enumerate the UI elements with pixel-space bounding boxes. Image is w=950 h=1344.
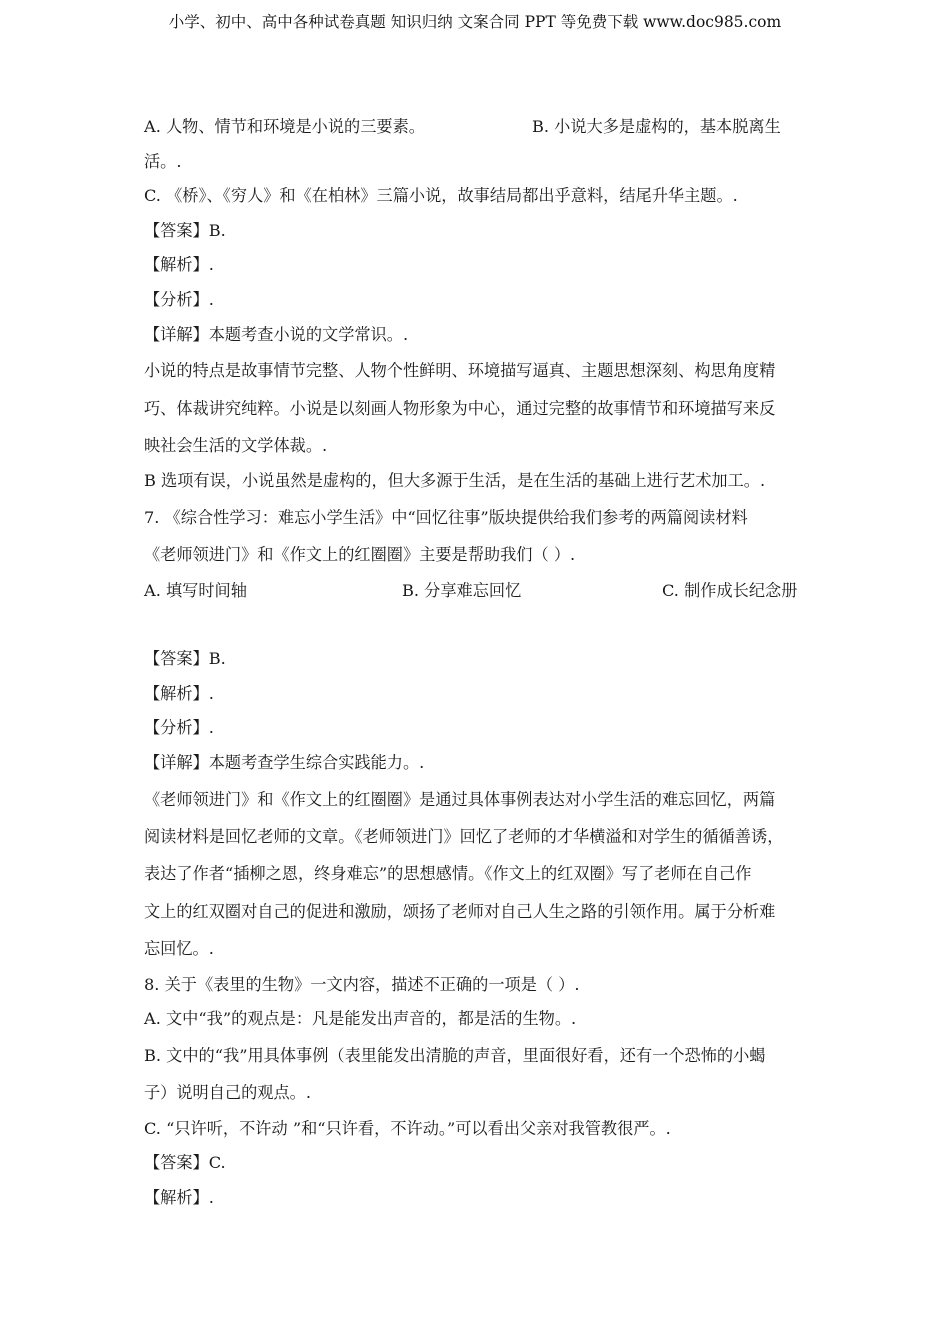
q7-option-b: B. 分享难忘回忆 bbox=[402, 580, 522, 600]
q7-para-line5: 忘回忆。. bbox=[144, 939, 214, 959]
q6-answer: 【答案】B. bbox=[144, 220, 226, 240]
q6-options-ab-row bbox=[144, 110, 816, 145]
q7-para-line1: 《老师领进门》和《作文上的红圈圈》是通过具体事例表达对小学生活的难忘回忆，两篇 bbox=[144, 789, 776, 809]
q8-option-a: A. 文中“我”的观点是：凡是能发出声音的，都是活的生物。. bbox=[144, 1009, 577, 1029]
q8-option-b-line2: 子）说明自己的观点。. bbox=[144, 1083, 312, 1103]
q7-stem-line1: 7. 《综合性学习：难忘小学生活》中“回忆往事”版块提供给我们参考的两篇阅读材料 bbox=[144, 507, 748, 527]
q7-options-row bbox=[144, 574, 816, 609]
q6-para1-line1: 小说的特点是故事情节完整、人物个性鲜明、环境描写逼真、主题思想深刻、构思角度精 bbox=[144, 361, 776, 381]
q6-fenxi-label: 【分析】. bbox=[144, 289, 214, 309]
q7-option-a: A. 填写时间轴 bbox=[144, 580, 247, 600]
page-header: 小学、初中、高中各种试卷真题 知识归纳 文案合同 PPT 等免费下载 www.doc985.com bbox=[168, 13, 782, 31]
q6-option-c: C. 《桥》、《穷人》和《在柏林》三篇小说，故事结局都出乎意料，结尾升华主题。. bbox=[144, 186, 738, 206]
q6-option-b: B. 小说大多是虚构的，基本脱离生 bbox=[532, 117, 781, 136]
q7-analysis-label: 【解析】. bbox=[144, 683, 214, 703]
q6-option-a: A. 人物、情节和环境是小说的三要素。 bbox=[144, 117, 425, 136]
q7-stem-line2: 《老师领进门》和《作文上的红圈圈》主要是帮助我们（ ）. bbox=[144, 545, 576, 565]
q7-fenxi-label: 【分析】. bbox=[144, 718, 214, 738]
q7-detail: 【详解】本题考查学生综合实践能力。. bbox=[144, 753, 425, 773]
q7-option-c: C. 制作成长纪念册 bbox=[662, 580, 798, 600]
q7-para-line3: 表达了作者“插柳之恩，终身难忘”的思想感情。《作文上的红双圈》写了老师在自己作 bbox=[144, 864, 752, 884]
q8-option-c: C. “只许听，不许动 ”和“只许看，不许动。”可以看出父亲对我管教很严。. bbox=[144, 1118, 671, 1138]
q8-analysis-label: 【解析】. bbox=[144, 1187, 214, 1207]
q7-options-spacer bbox=[144, 608, 816, 642]
q7-answer: 【答案】B. bbox=[144, 649, 226, 669]
q8-answer: 【答案】C. bbox=[144, 1153, 226, 1173]
q6-detail: 【详解】本题考查小说的文学常识。. bbox=[144, 324, 409, 344]
q6-option-b-continued: 活。. bbox=[144, 151, 182, 171]
q6-para2: B 选项有误，小说虽然是虚构的，但大多源于生活，是在生活的基础上进行艺术加工。. bbox=[144, 471, 766, 491]
q7-para-line2: 阅读材料是回忆老师的文章。《老师领进门》回忆了老师的才华横溢和对学生的循循善诱， bbox=[144, 827, 784, 847]
document-body bbox=[144, 110, 816, 1215]
q6-analysis-label: 【解析】. bbox=[144, 255, 214, 275]
q7-para-line4: 文上的红双圈对自己的促进和激励，颂扬了老师对自己人生之路的引领作用。属于分析难 bbox=[144, 901, 776, 921]
q8-stem: 8. 关于《表里的生物》一文内容，描述不正确的一项是（ ）. bbox=[144, 974, 580, 994]
q6-para1-line2: 巧、体裁讲究纯粹。小说是以刻画人物形象为中心，通过完整的故事情节和环境描写来反 bbox=[144, 398, 776, 418]
q6-para1-line3: 映社会生活的文学体裁。. bbox=[144, 435, 328, 455]
q8-option-b-line1: B. 文中的“我”用具体事例（表里能发出清脆的声音，里面很好看，还有一个恐怖的小蝎 bbox=[144, 1045, 766, 1065]
